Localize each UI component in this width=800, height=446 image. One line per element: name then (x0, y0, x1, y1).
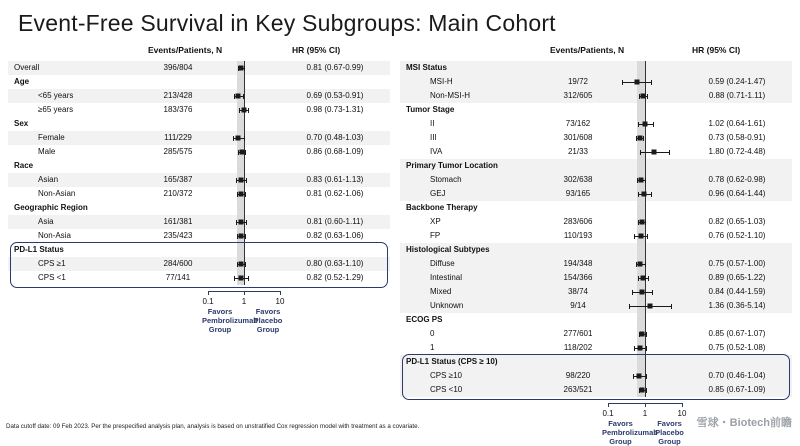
axis-tick-label: 1 (241, 297, 247, 306)
forest-group-label (8, 243, 390, 257)
row-events: 73/162 (565, 119, 591, 128)
row-hazard-ratio: 0.59 (0.24-1.47) (708, 77, 766, 86)
forest-row (400, 327, 792, 341)
row-events: 301/608 (563, 133, 593, 142)
forest-row (400, 89, 792, 103)
axis-tick (208, 291, 209, 295)
row-label: Geographic Region (14, 203, 88, 212)
forest-group-label (8, 75, 390, 89)
forest-group-label (400, 355, 792, 369)
row-events: 111/229 (164, 133, 192, 142)
row-events: 277/601 (563, 329, 593, 338)
row-hazard-ratio: 0.69 (0.53-0.91) (306, 91, 364, 100)
row-hazard-ratio: 0.70 (0.46-1.04) (708, 371, 766, 380)
row-hazard-ratio: 0.81 (0.60-1.11) (306, 217, 364, 226)
forest-row (400, 215, 792, 229)
forest-group-label (8, 201, 390, 215)
row-label: ≥65 years (38, 105, 74, 114)
row-events: 38/74 (567, 287, 589, 296)
axis-tick-label: 1 (642, 409, 648, 418)
row-label: Non-Asian (38, 189, 76, 198)
row-hazard-ratio: 0.80 (0.63-1.10) (306, 259, 364, 268)
row-label: MSI-H (430, 77, 453, 86)
forest-group-label (400, 243, 792, 257)
footnote: Data cutoff date: 09 Feb 2023. Per the prespecified analysis plan, analysis is based on unstratified Cox regression model with treatment as a covariate. (6, 423, 420, 430)
row-events: 213/428 (163, 91, 193, 100)
axis-tick (682, 403, 683, 407)
row-hazard-ratio: 0.82 (0.63-1.06) (306, 231, 364, 240)
row-hazard-ratio: 0.83 (0.61-1.13) (306, 175, 364, 184)
forest-row (400, 271, 792, 285)
forest-row (400, 257, 792, 271)
forest-panel-right (400, 43, 792, 446)
forest-row (8, 61, 390, 75)
row-label: Overall (14, 63, 40, 72)
forest-row (400, 229, 792, 243)
row-label: Intestinal (430, 273, 463, 282)
forest-group-label (400, 103, 792, 117)
row-hazard-ratio: 0.78 (0.62-0.98) (708, 175, 766, 184)
row-hazard-ratio: 0.75 (0.52-1.08) (708, 343, 766, 352)
axis-tick-label: 10 (275, 297, 285, 306)
row-events: 154/366 (563, 273, 593, 282)
row-events: 19/72 (567, 77, 589, 86)
forest-row (8, 103, 390, 117)
row-label: Histological Subtypes (406, 245, 490, 254)
row-label: Age (14, 77, 30, 86)
row-label: Race (14, 161, 34, 170)
row-events: 98/220 (565, 371, 591, 380)
forest-group-label (8, 117, 390, 131)
forest-row (8, 89, 390, 103)
row-label: Primary Tumor Location (406, 161, 498, 170)
axis-tick (244, 291, 245, 295)
forest-plot-panels (0, 43, 800, 446)
row-label: Diffuse (430, 259, 455, 268)
row-events: 210/372 (163, 189, 193, 198)
row-label: XP (430, 217, 441, 226)
row-label: Stomach (430, 175, 462, 184)
row-label: MSI Status (406, 63, 447, 72)
row-hazard-ratio: 0.89 (0.65-1.22) (708, 273, 766, 282)
row-label: IVA (430, 147, 443, 156)
row-label: Female (38, 133, 65, 142)
forest-group-label (400, 61, 792, 75)
row-events: 118/202 (563, 343, 593, 352)
forest-row (8, 187, 390, 201)
forest-row (8, 229, 390, 243)
row-label: Asian (38, 175, 59, 184)
row-events: 77/141 (165, 273, 191, 282)
forest-row (400, 299, 792, 313)
row-label: CPS <10 (430, 385, 463, 394)
row-hazard-ratio: 0.81 (0.62-1.06) (306, 189, 364, 198)
row-label: PD-L1 Status (CPS ≥ 10) (406, 357, 498, 366)
row-label: FP (430, 231, 441, 240)
forest-row (8, 215, 390, 229)
row-label: Non-MSI-H (430, 91, 471, 100)
row-label: Tumor Stage (406, 105, 455, 114)
header-hr: HR (95% CI) (292, 45, 341, 55)
row-events: 165/387 (163, 175, 193, 184)
header-events: Events/Patients, N (148, 45, 223, 55)
row-hazard-ratio: 1.80 (0.72-4.48) (708, 147, 766, 156)
row-events: 302/638 (563, 175, 593, 184)
favors-treatment-label: Favors Pembrolizumab Group (202, 307, 258, 334)
row-events: 161/381 (163, 217, 193, 226)
row-label: 0 (430, 329, 435, 338)
row-hazard-ratio: 0.75 (0.57-1.00) (708, 259, 766, 268)
row-events: 285/575 (163, 147, 193, 156)
row-hazard-ratio: 0.86 (0.68-1.09) (306, 147, 364, 156)
row-label: GEJ (430, 189, 446, 198)
row-hazard-ratio: 0.82 (0.52-1.29) (306, 273, 364, 282)
row-label: CPS ≥10 (430, 371, 462, 380)
forest-row (400, 173, 792, 187)
forest-row (400, 369, 792, 383)
row-label: II (430, 119, 435, 128)
row-label: CPS ≥1 (38, 259, 66, 268)
row-events: 283/606 (563, 217, 593, 226)
forest-row (400, 341, 792, 355)
row-label: Male (38, 147, 56, 156)
forest-row (400, 187, 792, 201)
forest-group-label (400, 313, 792, 327)
forest-group-label (400, 159, 792, 173)
row-hazard-ratio: 0.76 (0.52-1.10) (708, 231, 766, 240)
row-hazard-ratio: 0.70 (0.48-1.03) (306, 133, 364, 142)
axis-left (8, 285, 390, 334)
forest-rows-right (400, 61, 792, 397)
row-events: 396/804 (163, 63, 193, 72)
header-hr: HR (95% CI) (692, 45, 741, 55)
axis-tick-label: 0.1 (602, 409, 614, 418)
axis-tick-label: 0.1 (202, 297, 214, 306)
row-events: 263/521 (563, 385, 593, 394)
row-hazard-ratio: 0.81 (0.67-0.99) (306, 63, 364, 72)
row-label: <65 years (38, 91, 74, 100)
row-hazard-ratio: 0.82 (0.65-1.03) (708, 217, 766, 226)
row-hazard-ratio: 0.73 (0.58-0.91) (708, 133, 766, 142)
row-hazard-ratio: 0.98 (0.73-1.31) (306, 105, 364, 114)
row-label: Backbone Therapy (406, 203, 478, 212)
forest-row (400, 75, 792, 89)
row-label: ECOG PS (406, 315, 443, 324)
watermark: 雪球・Biotech前瞻 (696, 417, 792, 429)
forest-row (400, 285, 792, 299)
axis-tick-label: 10 (677, 409, 687, 418)
row-label: Non-Asia (38, 231, 71, 240)
forest-row (8, 145, 390, 159)
row-label: III (430, 133, 437, 142)
row-hazard-ratio: 0.85 (0.67-1.09) (708, 385, 766, 394)
forest-row (400, 145, 792, 159)
page-title: Event-Free Survival in Key Subgroups: Main Cohort (18, 10, 556, 36)
header-events: Events/Patients, N (550, 45, 625, 55)
row-events: 183/376 (163, 105, 193, 114)
row-events: 110/193 (563, 231, 593, 240)
axis-tick (645, 403, 646, 407)
row-hazard-ratio: 0.84 (0.44-1.59) (708, 287, 766, 296)
forest-panel-left (8, 43, 390, 437)
row-label: Mixed (430, 287, 452, 296)
row-hazard-ratio: 1.36 (0.36-5.14) (708, 301, 766, 310)
row-label: PD-L1 Status (14, 245, 64, 254)
row-events: 21/33 (567, 147, 589, 156)
favors-control-label: Favors Placebo Group (253, 307, 283, 334)
forest-row (8, 257, 390, 271)
row-hazard-ratio: 0.96 (0.64-1.44) (708, 189, 766, 198)
forest-row (400, 383, 792, 397)
row-events: 9/14 (570, 301, 586, 310)
row-events: 284/600 (163, 259, 193, 268)
row-hazard-ratio: 0.85 (0.67-1.07) (708, 329, 766, 338)
row-events: 93/165 (565, 189, 591, 198)
row-events: 194/348 (563, 259, 593, 268)
row-label: 1 (430, 343, 435, 352)
row-label: Unknown (430, 301, 464, 310)
row-events: 235/423 (163, 231, 193, 240)
favors-control-label: Favors Placebo Group (655, 419, 684, 446)
row-events: 312/605 (563, 91, 593, 100)
forest-rows-left (8, 61, 390, 285)
forest-row (400, 117, 792, 131)
row-hazard-ratio: 1.02 (0.64-1.61) (708, 119, 766, 128)
row-label: CPS <1 (38, 273, 66, 282)
forest-row (400, 131, 792, 145)
forest-group-label (8, 159, 390, 173)
forest-row (8, 271, 390, 285)
axis-tick (280, 291, 281, 295)
panel-left-header (8, 43, 390, 61)
row-hazard-ratio: 0.88 (0.71-1.11) (708, 91, 766, 100)
favors-treatment-label: Favors Pembrolizumab Group (602, 419, 658, 446)
panel-right-header (400, 43, 792, 61)
forest-row (8, 173, 390, 187)
forest-row (8, 131, 390, 145)
row-label: Sex (14, 119, 29, 128)
axis-tick (608, 403, 609, 407)
forest-group-label (400, 201, 792, 215)
row-label: Asia (38, 217, 54, 226)
